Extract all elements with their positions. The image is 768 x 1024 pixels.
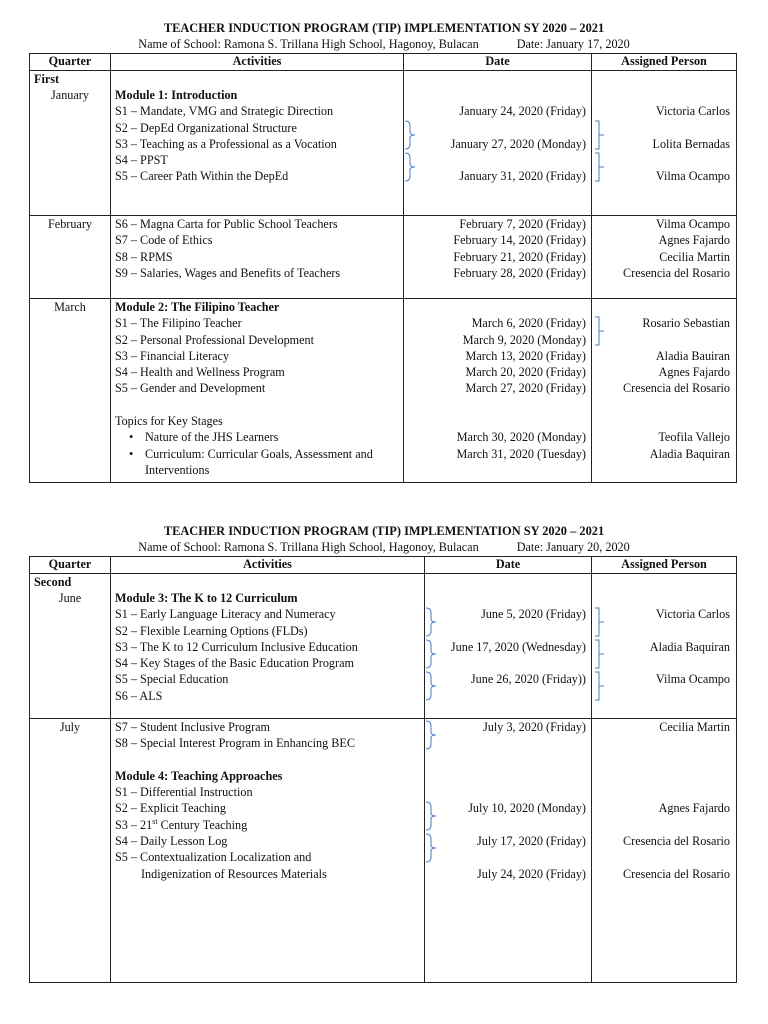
session-item: S2 – Explicit Teaching bbox=[115, 801, 226, 816]
date-value: June 26, 2020 (Friday)) bbox=[470, 672, 586, 687]
activities-cell bbox=[111, 299, 404, 483]
date-cell bbox=[404, 216, 592, 299]
table-row bbox=[30, 216, 737, 299]
session-item: S4 – Health and Wellness Program bbox=[115, 365, 285, 380]
date-value: July 10, 2020 (Monday) bbox=[468, 801, 586, 816]
session-item: S3 – The K to 12 Curriculum Inclusive Education bbox=[115, 639, 358, 654]
schedule-table bbox=[29, 556, 737, 983]
session-item: S3 – Teaching as a Professional as a Vocation bbox=[115, 136, 337, 151]
person-name bbox=[592, 120, 736, 136]
date-value: March 13, 2020 (Friday) bbox=[465, 348, 586, 363]
person-cell bbox=[592, 216, 737, 299]
activities-cell bbox=[111, 574, 425, 719]
date-value: June 17, 2020 (Wednesday) bbox=[450, 639, 586, 654]
activities-cell bbox=[111, 71, 404, 216]
person-name: Cecilia Martin bbox=[659, 249, 730, 264]
person-name: Rosario Sebastian bbox=[642, 316, 730, 331]
date-value: February 7, 2020 (Friday) bbox=[459, 217, 586, 231]
school-name: Name of School: Ramona S. Trillana High School, Hagonoy, Bulacan bbox=[138, 37, 479, 51]
date-value bbox=[425, 655, 591, 671]
date-value: March 27, 2020 (Friday) bbox=[465, 381, 586, 396]
person-cell bbox=[592, 574, 737, 719]
quarter-label: Second bbox=[34, 575, 72, 589]
session-item-continuation: Indigenization of Resources Materials bbox=[141, 866, 327, 881]
right-brace-icon bbox=[594, 120, 608, 150]
date-value: July 17, 2020 (Friday) bbox=[476, 834, 586, 849]
date-value bbox=[404, 152, 591, 168]
person-name: Cecilia Martin bbox=[659, 720, 730, 734]
session-item: S2 – DepEd Organizational Structure bbox=[115, 120, 297, 135]
session-item: S8 – RPMS bbox=[115, 249, 173, 264]
person-name bbox=[592, 87, 736, 103]
date-value bbox=[404, 120, 591, 136]
person-name: Vilma Ocampo bbox=[655, 217, 730, 231]
person-name: Cresencia del Rosario bbox=[623, 265, 730, 280]
left-brace-icon bbox=[424, 833, 438, 863]
session-item: S1 – Early Language Literacy and Numeracy bbox=[115, 607, 336, 622]
module-heading: Module 3: The K to 12 Curriculum bbox=[115, 591, 298, 605]
document-date: Date: January 20, 2020 bbox=[516, 540, 630, 554]
person-name bbox=[592, 152, 736, 168]
document-date: Date: January 17, 2020 bbox=[516, 37, 630, 51]
activities-cell bbox=[111, 216, 404, 299]
person-name: Vilma Ocampo bbox=[655, 169, 730, 184]
key-stages-heading: Topics for Key Stages bbox=[115, 414, 223, 429]
header-quarter: Quarter bbox=[30, 557, 111, 574]
person-cell bbox=[592, 299, 737, 483]
person-name: Lolita Bernadas bbox=[652, 136, 730, 151]
table-header-row bbox=[30, 557, 737, 574]
person-name: Cresencia del Rosario bbox=[623, 834, 730, 849]
date-value: March 31, 2020 (Tuesday) bbox=[456, 446, 586, 461]
table-header-row bbox=[30, 54, 737, 71]
person-cell bbox=[592, 719, 737, 983]
schedule-table bbox=[29, 53, 737, 483]
right-brace-icon bbox=[594, 671, 608, 701]
session-item: S5 – Special Education bbox=[115, 672, 229, 687]
date-cell bbox=[404, 299, 592, 483]
date-value: February 14, 2020 (Friday) bbox=[453, 233, 586, 248]
left-brace-icon bbox=[403, 120, 417, 150]
date-value: February 21, 2020 (Friday) bbox=[453, 249, 586, 264]
person-cell bbox=[592, 71, 737, 216]
person-name: Teofila Vallejo bbox=[658, 430, 730, 445]
left-brace-icon bbox=[424, 720, 438, 750]
left-brace-icon bbox=[424, 801, 438, 831]
left-brace-icon bbox=[424, 607, 438, 637]
month-label: January bbox=[51, 88, 89, 103]
quarter-cell bbox=[30, 71, 111, 216]
table-row bbox=[30, 71, 737, 216]
session-item: S4 – Daily Lesson Log bbox=[115, 834, 228, 849]
document-subtitle bbox=[0, 540, 768, 555]
session-item: S5 – Career Path Within the DepEd bbox=[115, 169, 289, 184]
session-item: S5 – Contextualization Localization and bbox=[115, 850, 312, 865]
person-name: Cresencia del Rosario bbox=[623, 381, 730, 396]
date-value: July 3, 2020 (Friday) bbox=[483, 720, 586, 734]
list-item: • Nature of the JHS Learners bbox=[115, 429, 403, 445]
quarter-cell bbox=[30, 216, 111, 299]
list-item-continuation: Interventions bbox=[145, 462, 210, 477]
month-label: February bbox=[48, 217, 92, 231]
date-cell bbox=[425, 719, 592, 983]
document-title: TEACHER INDUCTION PROGRAM (TIP) IMPLEMENTATION SY 2020 – 2021 bbox=[163, 524, 605, 538]
session-item: S9 – Salaries, Wages and Benefits of Teachers bbox=[115, 265, 341, 280]
date-value: January 24, 2020 (Friday) bbox=[459, 104, 586, 119]
person-name: Agnes Fajardo bbox=[658, 233, 730, 248]
date-value: March 30, 2020 (Monday) bbox=[456, 430, 586, 445]
session-item: S3 – 21st Century Teaching bbox=[115, 816, 248, 832]
person-name bbox=[592, 623, 736, 639]
right-brace-icon bbox=[594, 639, 608, 669]
quarter-cell bbox=[30, 299, 111, 483]
left-brace-icon bbox=[424, 671, 438, 701]
table-row bbox=[30, 299, 737, 483]
header-date: Date bbox=[404, 54, 592, 71]
person-name: Victoria Carlos bbox=[655, 104, 730, 119]
quarter-label: First bbox=[34, 72, 60, 86]
table-row bbox=[30, 719, 737, 983]
right-brace-icon bbox=[594, 316, 608, 346]
session-item: S8 – Special Interest Program in Enhancing BEC bbox=[115, 736, 355, 751]
session-item: S1 – Differential Instruction bbox=[115, 785, 253, 800]
left-brace-icon bbox=[424, 639, 438, 669]
person-name: Victoria Carlos bbox=[655, 607, 730, 622]
module-heading: Module 1: Introduction bbox=[115, 88, 238, 102]
session-item: S7 – Student Inclusive Program bbox=[115, 720, 271, 734]
right-brace-icon bbox=[594, 607, 608, 637]
document-subtitle bbox=[0, 37, 768, 52]
person-name bbox=[592, 655, 736, 671]
date-value: March 20, 2020 (Friday) bbox=[465, 365, 586, 380]
left-brace-icon bbox=[403, 152, 417, 182]
session-item: S4 – Key Stages of the Basic Education Program bbox=[115, 656, 354, 671]
session-item: S5 – Gender and Development bbox=[115, 381, 266, 396]
module-heading: Module 4: Teaching Approaches bbox=[115, 768, 283, 783]
list-item: • Curriculum: Curricular Goals, Assessment and bbox=[115, 446, 403, 462]
person-name: Aladia Baquiran bbox=[649, 446, 730, 461]
person-name: Aladia Bauiran bbox=[655, 348, 730, 363]
quarter-cell bbox=[30, 719, 111, 983]
date-value: March 9, 2020 (Monday) bbox=[462, 332, 586, 347]
person-name: Agnes Fajardo bbox=[658, 801, 730, 816]
activities-cell bbox=[111, 719, 425, 983]
session-item: S1 – Mandate, VMG and Strategic Direction bbox=[115, 104, 334, 119]
header-assigned-person: Assigned Person bbox=[592, 557, 737, 574]
person-name bbox=[592, 299, 736, 315]
date-value: February 28, 2020 (Friday) bbox=[453, 265, 586, 280]
date-value bbox=[425, 590, 591, 606]
person-name: Aladia Baquiran bbox=[649, 639, 730, 654]
session-item: S2 – Flexible Learning Options (FLDs) bbox=[115, 623, 308, 638]
header-date: Date bbox=[425, 557, 592, 574]
session-item: S6 – ALS bbox=[115, 688, 163, 703]
person-name: Agnes Fajardo bbox=[658, 365, 730, 380]
person-name bbox=[592, 590, 736, 606]
date-value: January 27, 2020 (Monday) bbox=[450, 136, 586, 151]
header-activities: Activities bbox=[111, 54, 404, 71]
header-assigned-person: Assigned Person bbox=[592, 54, 737, 71]
module-heading: Module 2: The Filipino Teacher bbox=[115, 300, 280, 314]
session-item: S7 – Code of Ethics bbox=[115, 233, 213, 248]
session-item: S1 – The Filipino Teacher bbox=[115, 316, 242, 331]
date-value: March 6, 2020 (Friday) bbox=[471, 316, 586, 331]
month-label: July bbox=[59, 720, 81, 734]
school-name: Name of School: Ramona S. Trillana High School, Hagonoy, Bulacan bbox=[138, 540, 479, 554]
document-title: TEACHER INDUCTION PROGRAM (TIP) IMPLEMENTATION SY 2020 – 2021 bbox=[163, 21, 605, 35]
session-item: S4 – PPST bbox=[115, 153, 168, 168]
table-row bbox=[30, 574, 737, 719]
right-brace-icon bbox=[594, 152, 608, 182]
person-name bbox=[592, 332, 736, 348]
header-quarter: Quarter bbox=[30, 54, 111, 71]
session-item: S3 – Financial Literacy bbox=[115, 348, 230, 363]
date-value: January 31, 2020 (Friday) bbox=[459, 169, 586, 184]
person-name: Vilma Ocampo bbox=[655, 672, 730, 687]
date-value: July 24, 2020 (Friday) bbox=[476, 866, 586, 881]
header-activities: Activities bbox=[111, 557, 425, 574]
month-label: March bbox=[54, 300, 86, 314]
month-label: June bbox=[58, 591, 82, 606]
date-value: June 5, 2020 (Friday) bbox=[481, 607, 586, 622]
date-value bbox=[404, 299, 591, 315]
date-cell bbox=[404, 71, 592, 216]
date-value bbox=[404, 87, 591, 103]
date-value bbox=[425, 623, 591, 639]
quarter-cell bbox=[30, 574, 111, 719]
person-name: Cresencia del Rosario bbox=[623, 866, 730, 881]
date-cell bbox=[425, 574, 592, 719]
session-item: S2 – Personal Professional Development bbox=[115, 332, 315, 347]
session-item: S6 – Magna Carta for Public School Teachers bbox=[115, 217, 338, 231]
